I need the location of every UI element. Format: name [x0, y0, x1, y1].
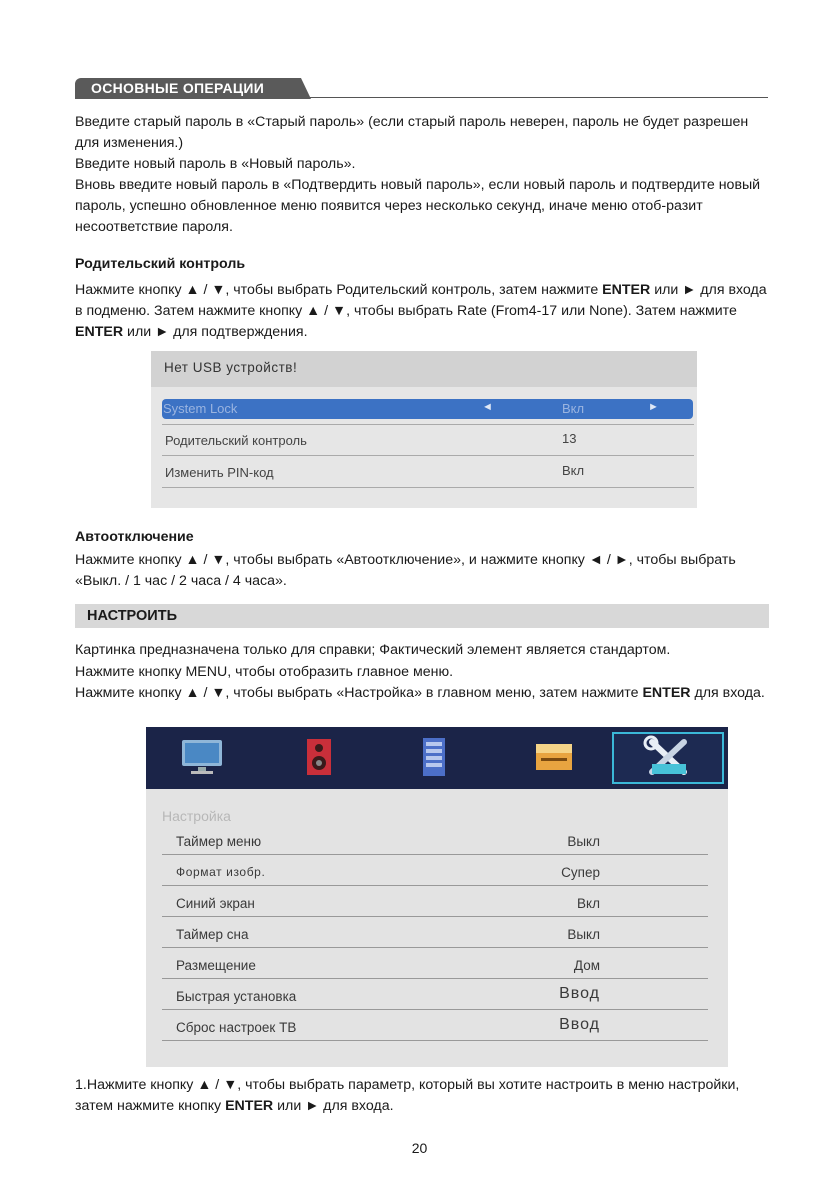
row-label: Синий экран — [176, 896, 255, 911]
menu-row-quick-setup[interactable] — [162, 980, 708, 1010]
time-settings-icon[interactable] — [531, 736, 577, 778]
menu-row-menu-timer[interactable] — [162, 825, 708, 855]
row-divider — [162, 885, 708, 886]
setup-paragraph-2: Нажмите кнопку MENU, чтобы отобразить главное меню. — [75, 664, 454, 680]
row-label: Таймер сна — [176, 927, 249, 942]
row-value: Вкл — [562, 463, 585, 478]
channel-list-icon[interactable] — [411, 736, 457, 778]
password-paragraph-2: Введите новый пароль в «Новый пароль». — [75, 156, 356, 172]
row-value: Супер — [561, 865, 600, 880]
menu-row-blue-screen[interactable] — [162, 887, 708, 917]
row-divider — [162, 1040, 708, 1041]
row-divider — [162, 854, 708, 855]
row-label: Родительский контроль — [165, 433, 307, 448]
menu-row-location[interactable] — [162, 949, 708, 979]
arrow-left-icon[interactable]: ◄ — [482, 401, 493, 413]
section-title-setup: НАСТРОИТЬ — [75, 604, 769, 628]
row-value: Вкл — [562, 401, 585, 416]
setup-tab-selected[interactable] — [612, 732, 724, 784]
row-label: System Lock — [163, 401, 238, 416]
section-rule — [300, 97, 768, 98]
autooff-heading: Автоотключение — [75, 529, 194, 545]
setup-paragraph-3: Нажмите кнопку ▲ / ▼, чтобы выбрать «Настройка» в главном меню, затем нажмите ENTER для входа. — [75, 685, 765, 701]
row-value: Вкл — [577, 896, 600, 911]
row-label: Размещение — [176, 958, 256, 973]
row-label: Изменить PIN-код — [165, 465, 274, 480]
menu-row-parental[interactable] — [162, 426, 694, 456]
tools-icon — [614, 734, 722, 782]
parental-instructions: Нажмите кнопку ▲ / ▼, чтобы выбрать Родительский контроль, затем нажмите ENTER или ► для входа в подменю. Затем нажмите кнопку ▲ / ▼, чтобы выбрать Rate (From4-17 или None). Затем нажмите ENTER или ► для подтверждения. — [75, 282, 767, 340]
section-title-basic-ops: ОСНОВНЫЕ ОПЕРАЦИИ — [75, 78, 301, 99]
menu-row-picture-format[interactable] — [162, 856, 708, 886]
row-value: Ввод — [559, 1016, 600, 1033]
menu-header: Нет USB устройств! — [151, 351, 697, 387]
password-paragraph-3: Вновь введите новый пароль в «Подтвердить новый пароль», если новый пароль и подтвердите новый пароль, успешно обновленное меню появится через несколько секунд, иначе меню отоб-разит несоответствие пароля. — [75, 177, 761, 235]
row-divider — [162, 1009, 708, 1010]
row-divider — [162, 455, 694, 456]
row-value: Выкл — [567, 927, 600, 942]
parental-menu-screenshot — [151, 351, 697, 508]
row-label: Сброс настроек ТВ — [176, 1020, 297, 1035]
row-divider — [162, 487, 694, 488]
row-value: Ввод — [559, 985, 600, 1002]
menu-row-system-lock[interactable] — [162, 399, 693, 419]
row-value: Дом — [573, 958, 600, 973]
row-label: Формат изобр. — [176, 865, 266, 879]
setup-step-1: 1.Нажмите кнопку ▲ / ▼, чтобы выбрать параметр, который вы хотите настроить в меню настройки, затем нажмите кнопку ENTER или ► для входа. — [75, 1077, 740, 1114]
password-paragraph-1: Введите старый пароль в «Старый пароль» (если старый пароль неверен, пароль не будет разрешен для изменения.) — [75, 114, 749, 151]
menu-row-sleep-timer[interactable] — [162, 918, 708, 948]
menu-tab-bar — [146, 727, 728, 789]
tv-picture-icon[interactable] — [179, 736, 225, 778]
row-divider — [162, 947, 708, 948]
menu-row-change-pin[interactable] — [162, 458, 694, 488]
row-divider — [162, 978, 708, 979]
parental-heading: Родительский контроль — [75, 256, 246, 272]
setup-menu-screenshot — [146, 727, 728, 1067]
row-label: Быстрая установка — [176, 989, 297, 1004]
page-number: 20 — [411, 1140, 428, 1156]
speaker-sound-icon[interactable] — [296, 736, 342, 778]
autooff-instructions: Нажмите кнопку ▲ / ▼, чтобы выбрать «Автоотключение», и нажмите кнопку ◄ / ►, чтобы выбрать «Выкл. / 1 час / 2 часа / 4 часа». — [75, 552, 736, 589]
row-divider — [162, 424, 694, 425]
row-value: Выкл — [567, 834, 600, 849]
row-divider — [162, 916, 708, 917]
row-label: Таймер меню — [176, 834, 262, 849]
row-value: 13 — [562, 431, 577, 446]
setup-paragraph-1: Картинка предназначена только для справки; Фактический элемент является стандартом. — [75, 642, 671, 658]
setup-menu-title: Настройка — [162, 808, 231, 824]
arrow-right-icon[interactable]: ► — [648, 401, 659, 413]
menu-row-factory-reset[interactable] — [162, 1011, 708, 1041]
